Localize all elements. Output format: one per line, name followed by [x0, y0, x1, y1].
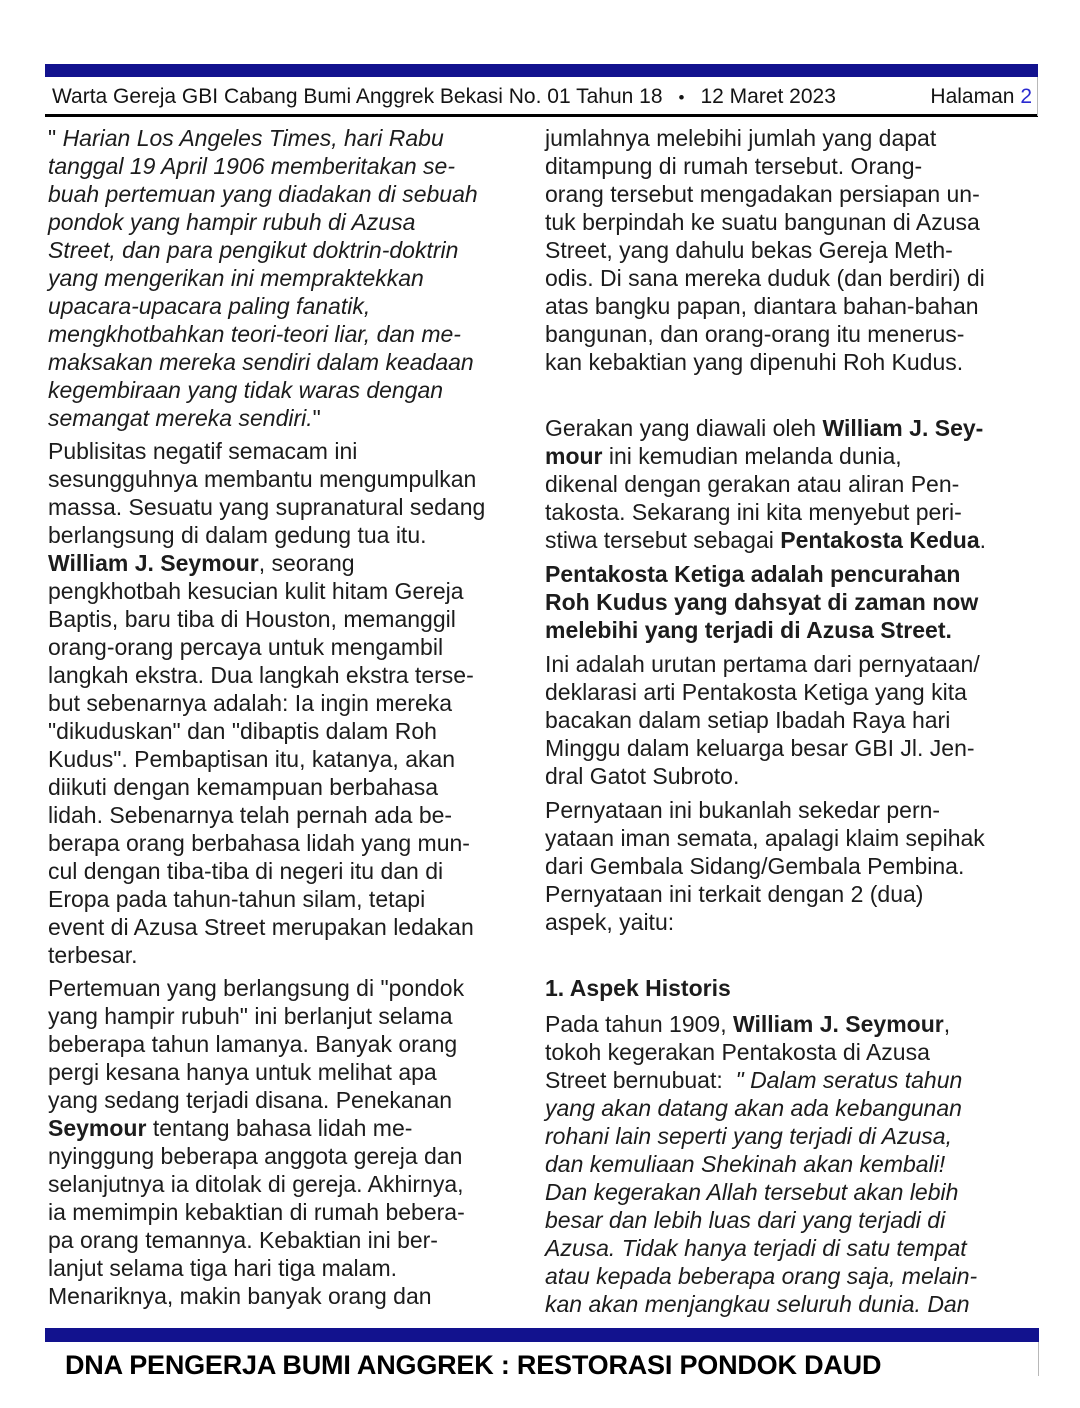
- text-line: takosta. Sekarang ini kita menyebut peri-: [545, 499, 962, 525]
- paragraph: [48, 974, 534, 1310]
- paragraph: [545, 974, 1031, 1002]
- text-line: bacakan dalam setiap Ibadah Raya hari: [545, 707, 951, 733]
- text-line: maksakan mereka sendiri dalam keadaan: [48, 349, 474, 375]
- text-line: odis. Di sana mereka duduk (dan berdiri) di: [545, 265, 985, 291]
- page-label: Halaman: [930, 85, 1021, 108]
- text-line: beberapa tahun lamanya. Banyak orang: [48, 1031, 458, 1057]
- text-line: Pertemuan yang berlangsung di "pondok: [48, 975, 465, 1001]
- text-line: Street, yang dahulu bekas Gereja Meth-: [545, 237, 953, 263]
- text-line: bangunan, dan orang-orang itu menerus-: [545, 321, 965, 347]
- text-line: Ini adalah urutan pertama dari pernyataan/: [545, 651, 980, 677]
- text-line: atau kepada beberapa orang saja, melain-: [545, 1263, 978, 1289]
- text-line: Kudus". Pembaptisan itu, katanya, akan: [48, 746, 456, 772]
- text-line: orang tersebut mengadakan persiapan un-: [545, 181, 980, 207]
- text-line: deklarasi arti Pentakosta Ketiga yang kita: [545, 679, 967, 705]
- header-rule: [45, 114, 1038, 117]
- text-line: upacara-upacara paling fanatik,: [48, 293, 371, 319]
- text-line: stiwa tersebut sebagai Pentakosta Kedua.: [545, 527, 987, 553]
- footer-cell-border: [1038, 1342, 1039, 1376]
- text-line: Minggu dalam keluarga besar GBI Jl. Jen-: [545, 735, 975, 761]
- text-line: "dikuduskan" dan "dibaptis dalam Roh: [48, 718, 437, 744]
- text-line: Eropa pada tahun-tahun silam, tetapi: [48, 886, 426, 912]
- text-line: kan kebaktian yang dipenuhi Roh Kudus.: [545, 349, 964, 375]
- paragraph: [545, 560, 1031, 644]
- text-line: orang-orang percaya untuk mengambil: [48, 634, 444, 660]
- text-line: mour ini kemudian melanda dunia,: [545, 443, 902, 469]
- text-line: Baptis, baru tiba di Houston, memanggil: [48, 606, 456, 632]
- text-line: melebihi yang terjadi di Azusa Street.: [545, 617, 952, 643]
- text-line: William J. Seymour, seorang: [48, 550, 355, 576]
- text-line: yang hampir rubuh" ini berlanjut selama: [48, 1003, 453, 1029]
- newsletter-title: Warta Gereja GBI Cabang Bumi Anggrek Bekasi No. 01 Tahun 18: [52, 85, 663, 108]
- text-line: kegembiraan yang tidak waras dengan: [48, 377, 444, 403]
- text-line: dari Gembala Sidang/Gembala Pembina.: [545, 853, 965, 879]
- text-line: tuk berpindah ke suatu bangunan di Azusa: [545, 209, 980, 235]
- text-line: yataan iman semata, apalagi klaim sepihak: [545, 825, 985, 851]
- text-line: lidah. Sebenarnya telah pernah ada be-: [48, 802, 453, 828]
- text-line: yang akan datang akan ada kebangunan: [545, 1095, 962, 1121]
- text-line: Street, dan para pengikut doktrin-doktrin: [48, 237, 459, 263]
- text-line: rohani lain seperti yang terjadi di Azusa,: [545, 1123, 952, 1149]
- text-line: langkah ekstra. Dua langkah ekstra terse-: [48, 662, 474, 688]
- paragraph: [545, 414, 1031, 554]
- text-line: yang mengerikan ini mempraktekkan: [48, 265, 424, 291]
- footer-accent-bar: [45, 1328, 1039, 1342]
- text-line: but sebenarnya adalah: Ia ingin mereka: [48, 690, 453, 716]
- text-line: massa. Sesuatu yang supranatural sedang: [48, 494, 486, 520]
- text-line: Roh Kudus yang dahsyat di zaman now: [545, 589, 979, 615]
- text-line: Pada tahun 1909, William J. Seymour,: [545, 1011, 951, 1037]
- text-line: yang sedang terjadi disana. Penekanan: [48, 1087, 453, 1113]
- text-line: ditampung di rumah tersebut. Orang-: [545, 153, 923, 179]
- paragraph: [48, 437, 534, 969]
- content-left-column: [48, 124, 534, 1310]
- text-line: pergi kesana hanya untuk melihat apa: [48, 1059, 437, 1085]
- text-line: Street bernubuat: " Dalam seratus tahun: [545, 1067, 963, 1093]
- text-line: tanggal 19 April 1906 memberitakan se-: [48, 153, 455, 179]
- text-line: cul dengan tiba-tiba di negeri itu dan di: [48, 858, 444, 884]
- text-line: ia memimpin kebaktian di rumah bebera-: [48, 1199, 465, 1225]
- text-line: Menariknya, makin banyak orang dan: [48, 1283, 432, 1309]
- text-line: buah pertemuan yang diadakan di sebuah: [48, 181, 478, 207]
- text-line: Pentakosta Ketiga adalah pencurahan: [545, 561, 961, 587]
- text-line: kan akan menjangkau seluruh dunia. Dan: [545, 1291, 970, 1317]
- text-line: Seymour tentang bahasa lidah me-: [48, 1115, 413, 1141]
- text-line: berlangsung di dalam gedung tua itu.: [48, 522, 427, 548]
- paragraph: [48, 124, 534, 432]
- footer-title: DNA PENGERJA BUMI ANGGREK : RESTORASI PONDOK DAUD: [65, 1350, 882, 1380]
- issue-date: 12 Maret 2023: [700, 85, 836, 108]
- header-cell-border: [1037, 77, 1038, 116]
- paragraph: [545, 1010, 1031, 1318]
- text-line: diikuti dengan kemampuan berbahasa: [48, 774, 438, 800]
- text-line: atas bangku papan, diantara bahan-bahan: [545, 293, 979, 319]
- text-line: selanjutnya ia ditolak di gereja. Akhirnya,: [48, 1171, 464, 1197]
- text-line: tokoh kegerakan Pentakosta di Azusa: [545, 1039, 930, 1065]
- text-line: Azusa. Tidak hanya terjadi di satu tempat: [545, 1235, 967, 1261]
- text-line: jumlahnya melebihi jumlah yang dapat: [545, 125, 937, 151]
- text-line: semangat mereka sendiri.": [48, 405, 321, 431]
- header-title: [52, 85, 836, 109]
- text-line: besar dan lebih luas dari yang terjadi di: [545, 1207, 946, 1233]
- text-line: mengkhotbahkan teori-teori liar, dan me-: [48, 321, 461, 347]
- text-line: Publisitas negatif semacam ini: [48, 438, 358, 464]
- text-line: dan kemuliaan Shekinah akan kembali!: [545, 1151, 946, 1177]
- text-line: Pernyataan ini bukanlah sekedar pern-: [545, 797, 941, 823]
- header: [52, 85, 1032, 109]
- text-line: dral Gatot Subroto.: [545, 763, 740, 789]
- text-line: 1. Aspek Historis: [545, 975, 731, 1001]
- text-line: Dan kegerakan Allah tersebut akan lebih: [545, 1179, 959, 1205]
- bullet-separator: •: [678, 88, 685, 107]
- text-line: pa orang temannya. Kebaktian ini ber-: [48, 1227, 438, 1253]
- paragraph: [545, 796, 1031, 936]
- text-line: Pernyataan ini terkait dengan 2 (dua): [545, 881, 924, 907]
- page-number: 2: [1020, 85, 1032, 108]
- text-line: dikenal dengan gerakan atau aliran Pen-: [545, 471, 960, 497]
- text-line: event di Azusa Street merupakan ledakan: [48, 914, 474, 940]
- text-line: sesungguhnya membantu mengumpulkan: [48, 466, 477, 492]
- text-line: Gerakan yang diawali oleh William J. Sey-: [545, 415, 984, 441]
- text-line: pondok yang hampir rubuh di Azusa: [48, 209, 416, 235]
- text-line: lanjut selama tiga hari tiga malam.: [48, 1255, 397, 1281]
- text-line: terbesar.: [48, 942, 138, 968]
- paragraph: [545, 650, 1031, 790]
- paragraph: [545, 124, 1031, 376]
- text-line: pengkhotbah kesucian kulit hitam Gereja: [48, 578, 464, 604]
- text-line: aspek, yaitu:: [545, 909, 675, 935]
- text-line: " Harian Los Angeles Times, hari Rabu: [48, 125, 444, 151]
- text-line: berapa orang berbahasa lidah yang mun-: [48, 830, 470, 856]
- page-indicator: [930, 85, 1032, 109]
- content-right-column: [545, 124, 1031, 1318]
- header-accent-bar: [45, 64, 1038, 77]
- text-line: nyinggung beberapa anggota gereja dan: [48, 1143, 463, 1169]
